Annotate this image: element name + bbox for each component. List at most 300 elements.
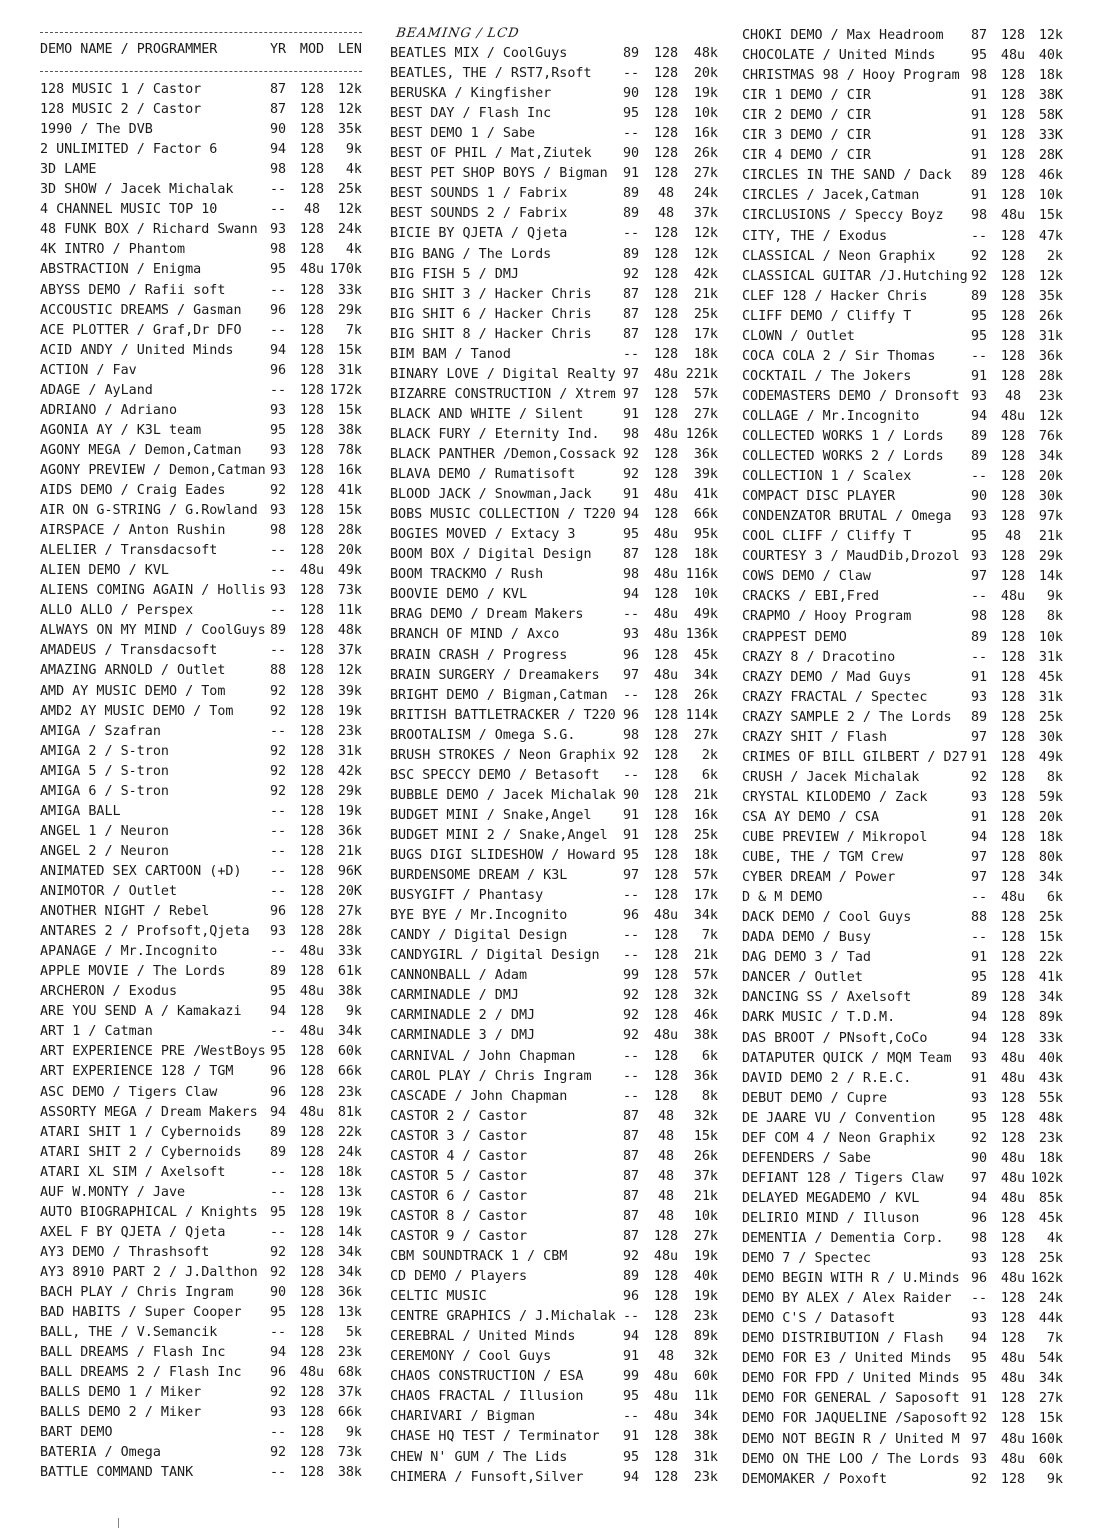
cell-yr: -- — [622, 126, 640, 142]
cell-len: 49k — [693, 607, 718, 623]
cell-mod: 128 — [1000, 1030, 1026, 1046]
cell-name: BERUSKA / Kingfisher — [390, 86, 552, 102]
cell-yr: 98 — [622, 567, 640, 583]
cell-name: 3D LAME — [40, 162, 97, 178]
cell-len: 28k — [337, 523, 362, 539]
table-row — [390, 846, 720, 866]
cell-yr: 97 — [970, 569, 988, 585]
table-row — [390, 1147, 720, 1167]
table-row — [40, 561, 362, 581]
cell-len: 8k — [1046, 609, 1063, 625]
cell-len: 12k — [337, 82, 362, 97]
cell-mod: 128 — [299, 1445, 325, 1461]
cell-name: CIRCLES IN THE SAND / Dack — [742, 168, 952, 184]
cell-name: CIRCLUSIONS / Speccy Boyz — [742, 208, 944, 224]
cell-len: 38K — [1038, 88, 1063, 104]
cell-mod: 128 — [653, 46, 679, 61]
cell-yr: 90 — [269, 122, 287, 138]
cell-name: BIG SHIT 6 / Hacker Chris — [390, 306, 592, 322]
cell-name: AMIGA / Szafran — [40, 723, 161, 739]
table-row — [742, 948, 1062, 968]
table-row — [742, 427, 1062, 447]
cell-name: DADA DEMO / Busy — [742, 930, 871, 946]
cell-yr: 97 — [970, 1170, 988, 1186]
cell-yr: 94 — [269, 1104, 287, 1120]
cell-mod: 128 — [653, 727, 679, 743]
cell-name: CHIMERA / Funsoft,Silver — [390, 1469, 584, 1485]
cell-name: DEMO 7 / Spectec — [742, 1251, 871, 1267]
table-row — [40, 742, 362, 762]
cell-yr: -- — [970, 890, 988, 906]
cell-mod: 128 — [299, 282, 325, 298]
cell-len: 24k — [1038, 1291, 1063, 1307]
cell-name: DEMO FOR GENERAL / Saposoft — [742, 1391, 960, 1407]
cell-len: 46k — [693, 1008, 718, 1024]
cell-len: 36k — [337, 1285, 362, 1300]
cell-name: ABSTRACTION / Enigma — [40, 262, 202, 278]
table-row — [742, 567, 1062, 587]
cell-len: 66k — [693, 507, 718, 523]
table-row — [40, 240, 362, 260]
cell-name: CLASSICAL GUITAR /J.Hutching — [742, 268, 968, 284]
cell-len: 12k — [693, 226, 718, 242]
cell-len: 21k — [693, 787, 718, 803]
cell-len: 38k — [337, 422, 362, 438]
cell-name: CUBE PREVIEW / Mikropol — [742, 830, 928, 845]
cell-yr: 97 — [970, 1431, 988, 1447]
cell-name: DATAPUTER QUICK / MQM Team — [742, 1050, 952, 1066]
cell-len: 78k — [337, 442, 362, 458]
cell-len: 31k — [693, 1449, 718, 1465]
cell-name: CRIMES OF BILL GILBERT / D27 — [742, 749, 968, 765]
cell-mod: 128 — [299, 142, 325, 158]
cell-yr: 94 — [970, 1190, 988, 1206]
cell-yr: -- — [269, 1024, 287, 1040]
cell-mod: 128 — [1000, 1010, 1026, 1026]
cell-yr: 98 — [970, 609, 988, 625]
cell-len: 32k — [693, 1349, 718, 1365]
cell-yr: 89 — [622, 206, 640, 222]
cell-yr: 96 — [622, 647, 640, 663]
cell-name: BLACK AND WHITE / Silent — [390, 406, 584, 422]
cell-mod: 128 — [653, 106, 679, 122]
cell-yr: 95 — [622, 1389, 640, 1405]
cell-mod: 128 — [299, 1285, 325, 1300]
cell-mod: 128 — [653, 948, 679, 964]
cell-len: 136k — [685, 627, 718, 643]
cell-mod: 128 — [299, 843, 325, 859]
cell-name: DEMO NOT BEGIN R / United M — [742, 1431, 960, 1447]
cell-name: AMADEUS / Transdacsoft — [40, 643, 218, 659]
cell-mod: 128 — [299, 823, 325, 839]
cell-name: AMIGA 2 / S-tron — [40, 743, 169, 759]
cell-yr: -- — [622, 346, 640, 362]
cell-yr: 87 — [622, 326, 640, 342]
cell-mod: 128 — [1000, 1130, 1026, 1146]
table-row — [742, 1008, 1062, 1028]
cell-mod: 128 — [299, 1465, 325, 1481]
table-row — [40, 1283, 362, 1303]
cell-yr: 97 — [622, 386, 640, 402]
cell-len: 60k — [1038, 1451, 1063, 1467]
cell-yr: -- — [269, 182, 287, 198]
cell-len: 19k — [693, 1249, 718, 1264]
cell-name: CUBE, THE / TGM Crew — [742, 850, 904, 866]
table-row — [40, 942, 362, 962]
cell-mod: 128 — [299, 803, 325, 819]
cell-name: BEST SOUNDS 2 / Fabrix — [390, 206, 568, 222]
cell-name: CASTOR 9 / Castor — [390, 1228, 528, 1244]
cell-mod: 128 — [299, 1124, 325, 1140]
table-row — [40, 1343, 362, 1363]
cell-yr: 96 — [269, 302, 287, 318]
table-row — [742, 1169, 1062, 1189]
table-row — [390, 445, 720, 465]
cell-mod: 128 — [299, 483, 325, 498]
cell-yr: 89 — [269, 964, 287, 980]
cell-yr: 95 — [970, 308, 988, 324]
table-row — [390, 986, 720, 1006]
cell-len: 34k — [1038, 990, 1063, 1006]
table-row — [40, 1002, 362, 1022]
cell-mod: 48u — [299, 1365, 325, 1381]
cell-mod: 48 — [1004, 388, 1022, 404]
cell-mod: 128 — [1000, 569, 1026, 585]
table-row — [390, 1327, 720, 1347]
table-row — [742, 267, 1062, 287]
cell-mod: 128 — [299, 543, 325, 559]
cell-len: 18k — [337, 1164, 362, 1180]
cell-yr: 89 — [970, 168, 988, 184]
table-row — [390, 1026, 720, 1046]
cell-mod: 128 — [1000, 709, 1026, 725]
table-row — [390, 545, 720, 565]
table-row — [40, 682, 362, 702]
cell-mod: 128 — [299, 322, 325, 338]
cell-yr: 89 — [622, 246, 640, 262]
cell-name: DEFIANT 128 / Tigers Claw — [742, 1170, 944, 1186]
table-row — [40, 1223, 362, 1243]
cell-name: DEBUT DEMO / Cupre — [742, 1090, 888, 1106]
cell-name: BEST OF PHIL / Mat,Ziutek — [390, 146, 592, 162]
table-row — [390, 124, 720, 144]
cell-mod: 128 — [299, 382, 325, 398]
cell-len: 25k — [1038, 910, 1063, 926]
cell-len: 49k — [1038, 749, 1063, 765]
table-row — [40, 1062, 362, 1082]
cell-len: 41k — [337, 483, 362, 498]
cell-len: 5k — [345, 1325, 362, 1341]
table-row — [390, 1187, 720, 1207]
cell-len: 18k — [693, 547, 718, 563]
cell-name: APPLE MOVIE / The Lords — [40, 964, 226, 980]
cell-mod: 128 — [1000, 268, 1026, 284]
cell-yr: 92 — [970, 1411, 988, 1427]
header-yr: YR — [269, 42, 287, 57]
table-row — [40, 180, 362, 200]
cell-len: 38k — [693, 1028, 718, 1044]
cell-name: DEMO BEGIN WITH R / U.Minds — [742, 1271, 960, 1287]
cell-name: AMIGA BALL — [40, 803, 121, 819]
cell-yr: 87 — [622, 306, 640, 322]
cell-name: CASTOR 4 / Castor — [390, 1148, 528, 1164]
table-row — [40, 301, 362, 321]
table-row — [742, 1089, 1062, 1109]
table-row — [40, 1403, 362, 1423]
table-row — [742, 367, 1062, 387]
cell-len: 57k — [693, 386, 718, 402]
cell-name: DANCING SS / Axelsoft — [742, 990, 912, 1006]
cell-mod: 128 — [1000, 1210, 1026, 1226]
cell-len: 13k — [337, 1305, 362, 1321]
cell-name: CITY, THE / Exodus — [742, 228, 888, 244]
table-row — [742, 1229, 1062, 1249]
cell-yr: -- — [269, 603, 287, 619]
cell-yr: 93 — [970, 1251, 988, 1267]
cell-mod: 128 — [653, 286, 679, 302]
cell-len: 27k — [693, 1228, 718, 1244]
cell-yr: 95 — [269, 422, 287, 438]
table-row — [742, 1430, 1062, 1450]
cell-name: CIRCLES / Jacek,Catman — [742, 188, 920, 204]
cell-mod: 128 — [299, 82, 325, 97]
cell-len: 9k — [1046, 1471, 1063, 1487]
cell-name: BACH PLAY / Chris Ingram — [40, 1285, 234, 1300]
table-row — [40, 321, 362, 341]
table-row — [390, 224, 720, 244]
cell-mod: 128 — [653, 146, 679, 162]
cell-name: CARNIVAL / John Chapman — [390, 1048, 576, 1064]
cell-yr: 95 — [970, 48, 988, 64]
cell-len: 35k — [337, 122, 362, 138]
cell-name: DEMO ON THE LOO / The Lords — [742, 1451, 960, 1467]
table-row — [390, 1107, 720, 1127]
cell-len: 15k — [693, 1128, 718, 1144]
cell-mod: 128 — [1000, 1251, 1026, 1267]
cell-name: AGONY MEGA / Demon,Catman — [40, 442, 242, 458]
table-row — [742, 1249, 1062, 1269]
cell-name: BRITISH BATTLETRACKER / T220 — [390, 707, 616, 723]
cell-len: 45k — [693, 647, 718, 663]
cell-len: 12k — [1038, 28, 1063, 43]
cell-yr: 91 — [970, 669, 988, 685]
cell-name: CEREMONY / Cool Guys — [390, 1349, 552, 1365]
cell-mod: 128 — [299, 603, 325, 619]
cell-yr: 88 — [970, 910, 988, 926]
cell-yr: -- — [970, 930, 988, 946]
cell-len: 31k — [337, 362, 362, 378]
cell-name: CENTRE GRAPHICS / J.Michalak — [390, 1309, 616, 1325]
cell-name: ATARI SHIT 1 / Cybernoids — [40, 1124, 242, 1140]
table-row — [40, 782, 362, 802]
cell-len: 85k — [1038, 1190, 1063, 1206]
cell-name: CRAPMO / Hooy Program — [742, 609, 912, 625]
table-row — [40, 762, 362, 782]
cell-yr: 94 — [622, 1329, 640, 1345]
cell-name: CYBER DREAM / Power — [742, 870, 896, 886]
cell-len: 116k — [685, 567, 718, 583]
table-row — [742, 487, 1062, 507]
table-row — [390, 646, 720, 666]
cell-mod: 48u — [1000, 48, 1026, 64]
cell-yr: -- — [622, 767, 640, 783]
table-row — [40, 962, 362, 982]
cell-yr: 90 — [622, 86, 640, 102]
cell-yr: 95 — [970, 970, 988, 986]
cell-mod: 128 — [653, 968, 679, 984]
cell-mod: 48u — [299, 984, 325, 1000]
cell-name: CRAZY SHIT / Flash — [742, 729, 888, 745]
cell-len: 20k — [337, 543, 362, 559]
cell-name: BEST PET SHOP BOYS / Bigman — [390, 166, 608, 182]
cell-len: 26k — [1038, 308, 1063, 324]
table-row — [742, 1149, 1062, 1169]
cell-mod: 128 — [653, 1008, 679, 1024]
cell-len: 28k — [1038, 368, 1063, 384]
cell-yr: 89 — [970, 629, 988, 645]
cell-name: D & M DEMO — [742, 890, 823, 906]
cell-yr: 92 — [269, 1445, 287, 1461]
cell-yr: 87 — [622, 1168, 640, 1184]
cell-name: BRAIN CRASH / Progress — [390, 647, 568, 663]
table-row — [40, 1103, 362, 1123]
cell-name: BURDENSOME DREAM / K3L — [390, 868, 568, 884]
cell-len: 26k — [693, 146, 718, 162]
cell-mod: 128 — [299, 1224, 325, 1240]
table-row — [742, 307, 1062, 327]
cell-name: ALLO ALLO / Perspex — [40, 603, 194, 619]
table-row — [742, 648, 1062, 668]
table-row — [742, 327, 1062, 347]
cell-yr: -- — [622, 1088, 640, 1104]
cell-mod: 128 — [1000, 789, 1026, 805]
table-row — [390, 1307, 720, 1327]
cell-yr: 91 — [970, 950, 988, 966]
cell-mod: 48u — [1000, 1190, 1026, 1206]
cell-yr: -- — [970, 589, 988, 605]
cell-yr: 90 — [970, 489, 988, 505]
cell-mod: 128 — [653, 306, 679, 322]
table-row — [40, 401, 362, 421]
cell-len: 16k — [693, 807, 718, 823]
cell-mod: 128 — [1000, 990, 1026, 1006]
cell-mod: 128 — [1000, 910, 1026, 926]
cell-yr: 91 — [970, 188, 988, 204]
cell-len: 55k — [1038, 1090, 1063, 1106]
table-row — [390, 1448, 720, 1468]
cell-mod: 128 — [299, 1244, 325, 1260]
cell-name: CARMINADLE 3 / DMJ — [390, 1028, 536, 1044]
cell-mod: 48u — [653, 1249, 679, 1264]
cell-mod: 128 — [299, 783, 325, 799]
cell-len: 31k — [1038, 689, 1063, 705]
cell-yr: 90 — [970, 1150, 988, 1166]
cell-yr: -- — [622, 928, 640, 944]
table-row — [40, 1383, 362, 1403]
cell-name: 4K INTRO / Phantom — [40, 242, 186, 258]
cell-len: 22k — [337, 1124, 362, 1140]
cell-len: 37k — [693, 1168, 718, 1184]
cell-yr: 94 — [622, 587, 640, 603]
table-row — [742, 447, 1062, 467]
table-row — [390, 1468, 720, 1488]
cell-mod: 128 — [653, 888, 679, 904]
cell-yr: 93 — [622, 627, 640, 643]
cell-len: 73k — [337, 583, 362, 599]
cell-name: ALELIER / Transdacsoft — [40, 543, 218, 559]
cell-yr: 92 — [269, 683, 287, 699]
cell-name: DEMOMAKER / Poxoft — [742, 1471, 888, 1487]
table-row — [40, 381, 362, 401]
cell-yr: 92 — [269, 1264, 287, 1280]
cell-mod: 128 — [653, 687, 679, 703]
cell-yr: 87 — [970, 28, 988, 43]
cell-yr: -- — [269, 1425, 287, 1441]
cell-name: ANIMOTOR / Outlet — [40, 884, 178, 899]
cell-yr: -- — [622, 948, 640, 964]
cell-len: 21k — [693, 1188, 718, 1204]
table-row — [390, 265, 720, 285]
cell-mod: 128 — [299, 402, 325, 418]
cell-yr: 87 — [622, 1128, 640, 1144]
cell-name: BALL DREAMS 2 / Flash Inc — [40, 1365, 242, 1381]
cell-name: DE JAARE VU / Convention — [742, 1110, 936, 1126]
cell-name: BAD HABITS / Super Cooper — [40, 1305, 242, 1321]
cell-len: 40k — [693, 1269, 718, 1285]
cell-mod: 48u — [1000, 1431, 1026, 1447]
cell-name: BUGS DIGI SLIDESHOW / Howard — [390, 848, 616, 863]
cell-len: 20k — [1038, 469, 1063, 485]
table-row — [390, 204, 720, 224]
cell-name: AMIGA 6 / S-tron — [40, 783, 169, 799]
cell-mod: 128 — [299, 503, 325, 519]
cell-len: 58K — [1038, 108, 1063, 124]
table-row — [390, 245, 720, 265]
table-row — [742, 748, 1062, 768]
table-row — [40, 501, 362, 521]
cell-mod: 48 — [657, 1168, 675, 1184]
table-row — [742, 1450, 1062, 1470]
cell-name: 128 MUSIC 1 / Castor — [40, 82, 202, 97]
cell-name: ACE PLOTTER / Graf,Dr DFO — [40, 322, 242, 338]
table-row — [40, 461, 362, 481]
cell-mod: 128 — [299, 222, 325, 238]
table-row — [742, 628, 1062, 648]
cell-len: 18k — [693, 346, 718, 362]
cell-len: 15k — [337, 402, 362, 418]
cell-len: 4k — [345, 162, 362, 178]
cell-mod: 128 — [1000, 749, 1026, 765]
cell-len: 14k — [337, 1224, 362, 1240]
cell-name: BRUSH STROKES / Neon Graphix — [390, 747, 616, 763]
table-row — [742, 1189, 1062, 1209]
cell-len: 23k — [693, 1469, 718, 1485]
cell-yr: -- — [622, 687, 640, 703]
cell-mod: 128 — [299, 1204, 325, 1220]
table-row — [390, 1267, 720, 1287]
table-row — [390, 585, 720, 605]
table-row — [40, 1163, 362, 1183]
table-row — [742, 848, 1062, 868]
cell-name: BUDGET MINI / Snake,Angel — [390, 807, 592, 823]
cell-yr: 95 — [269, 262, 287, 278]
cell-mod: 128 — [653, 848, 679, 863]
cell-name: DANCER / Outlet — [742, 970, 863, 986]
cell-mod: 128 — [653, 547, 679, 563]
cell-len: 162k — [1030, 1271, 1063, 1287]
cell-mod: 128 — [299, 1164, 325, 1180]
cell-mod: 48u — [1000, 208, 1026, 224]
